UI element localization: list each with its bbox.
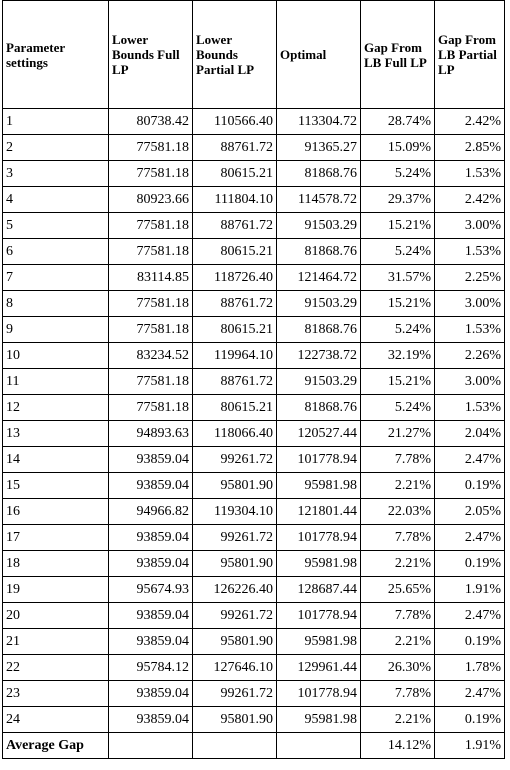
lb-full-lp-cell: 77581.18 bbox=[109, 239, 193, 265]
optimal-cell: 81868.76 bbox=[277, 395, 361, 421]
lb-full-lp-cell: 93859.04 bbox=[109, 551, 193, 577]
gap-full-lp-cell: 29.37% bbox=[361, 187, 435, 213]
lb-partial-lp-cell: 88761.72 bbox=[193, 135, 277, 161]
gap-full-lp-cell: 5.24% bbox=[361, 317, 435, 343]
optimal-cell: 128687.44 bbox=[277, 577, 361, 603]
optimal-cell: 91365.27 bbox=[277, 135, 361, 161]
header-optimal: Optimal bbox=[277, 1, 361, 109]
table-row bbox=[3, 109, 505, 135]
table-row bbox=[3, 473, 505, 499]
header-gap-full-lp: Gap From LB Full LP bbox=[361, 1, 435, 109]
gap-full-lp-cell: 31.57% bbox=[361, 265, 435, 291]
gap-partial-lp-cell: 0.19% bbox=[435, 473, 505, 499]
gap-full-lp-cell: 15.09% bbox=[361, 135, 435, 161]
table-row bbox=[3, 551, 505, 577]
gap-full-lp-cell: 28.74% bbox=[361, 109, 435, 135]
parameter-setting-cell: 16 bbox=[3, 499, 109, 525]
average-empty-cell bbox=[277, 733, 361, 759]
lb-full-lp-cell: 83234.52 bbox=[109, 343, 193, 369]
gap-full-lp-cell: 7.78% bbox=[361, 447, 435, 473]
parameter-setting-cell: 21 bbox=[3, 629, 109, 655]
lb-full-lp-cell: 93859.04 bbox=[109, 629, 193, 655]
gap-partial-lp-cell: 1.53% bbox=[435, 161, 505, 187]
lb-full-lp-cell: 77581.18 bbox=[109, 213, 193, 239]
table-row bbox=[3, 265, 505, 291]
table-row bbox=[3, 369, 505, 395]
gap-full-lp-cell: 5.24% bbox=[361, 395, 435, 421]
lb-full-lp-cell: 93859.04 bbox=[109, 707, 193, 733]
lb-full-lp-cell: 93859.04 bbox=[109, 681, 193, 707]
average-empty-cell bbox=[109, 733, 193, 759]
gap-full-lp-cell: 15.21% bbox=[361, 213, 435, 239]
lb-full-lp-cell: 77581.18 bbox=[109, 135, 193, 161]
optimal-cell: 129961.44 bbox=[277, 655, 361, 681]
lb-full-lp-cell: 80923.66 bbox=[109, 187, 193, 213]
gap-full-lp-cell: 2.21% bbox=[361, 551, 435, 577]
table-row bbox=[3, 499, 505, 525]
table-row bbox=[3, 629, 505, 655]
lb-full-lp-cell: 77581.18 bbox=[109, 291, 193, 317]
table-row bbox=[3, 239, 505, 265]
gap-partial-lp-cell: 0.19% bbox=[435, 551, 505, 577]
average-gap-label: Average Gap bbox=[3, 733, 109, 759]
gap-partial-lp-cell: 0.19% bbox=[435, 629, 505, 655]
lb-partial-lp-cell: 99261.72 bbox=[193, 603, 277, 629]
parameter-setting-cell: 9 bbox=[3, 317, 109, 343]
gap-partial-lp-cell: 2.05% bbox=[435, 499, 505, 525]
parameter-setting-cell: 22 bbox=[3, 655, 109, 681]
parameter-setting-cell: 18 bbox=[3, 551, 109, 577]
parameter-setting-cell: 24 bbox=[3, 707, 109, 733]
lb-partial-lp-cell: 88761.72 bbox=[193, 291, 277, 317]
header-gap-partial-lp: Gap From LB Partial LP bbox=[435, 1, 505, 109]
lb-full-lp-cell: 77581.18 bbox=[109, 395, 193, 421]
lb-full-lp-cell: 93859.04 bbox=[109, 473, 193, 499]
optimal-cell: 81868.76 bbox=[277, 161, 361, 187]
lb-partial-lp-cell: 95801.90 bbox=[193, 551, 277, 577]
optimal-cell: 122738.72 bbox=[277, 343, 361, 369]
parameter-setting-cell: 3 bbox=[3, 161, 109, 187]
optimal-cell: 95981.98 bbox=[277, 707, 361, 733]
gap-partial-lp-cell: 1.91% bbox=[435, 577, 505, 603]
optimal-cell: 120527.44 bbox=[277, 421, 361, 447]
table-row bbox=[3, 317, 505, 343]
parameter-setting-cell: 6 bbox=[3, 239, 109, 265]
parameter-setting-cell: 19 bbox=[3, 577, 109, 603]
lb-partial-lp-cell: 80615.21 bbox=[193, 395, 277, 421]
gap-partial-lp-cell: 1.78% bbox=[435, 655, 505, 681]
lb-full-lp-cell: 95674.93 bbox=[109, 577, 193, 603]
lb-full-lp-cell: 93859.04 bbox=[109, 525, 193, 551]
table-row bbox=[3, 447, 505, 473]
average-empty-cell bbox=[193, 733, 277, 759]
lb-full-lp-cell: 83114.85 bbox=[109, 265, 193, 291]
parameter-setting-cell: 7 bbox=[3, 265, 109, 291]
gap-partial-lp-cell: 2.42% bbox=[435, 187, 505, 213]
table-row bbox=[3, 187, 505, 213]
parameter-setting-cell: 11 bbox=[3, 369, 109, 395]
parameter-setting-cell: 12 bbox=[3, 395, 109, 421]
gap-partial-lp-cell: 2.25% bbox=[435, 265, 505, 291]
parameter-setting-cell: 2 bbox=[3, 135, 109, 161]
gap-partial-lp-cell: 2.26% bbox=[435, 343, 505, 369]
parameter-setting-cell: 4 bbox=[3, 187, 109, 213]
gap-partial-lp-cell: 2.85% bbox=[435, 135, 505, 161]
lb-full-lp-cell: 77581.18 bbox=[109, 369, 193, 395]
gap-full-lp-cell: 7.78% bbox=[361, 603, 435, 629]
lb-partial-lp-cell: 118066.40 bbox=[193, 421, 277, 447]
gap-partial-lp-cell: 2.47% bbox=[435, 603, 505, 629]
optimal-cell: 91503.29 bbox=[277, 291, 361, 317]
average-gap-partial-lp: 1.91% bbox=[435, 733, 505, 759]
parameter-setting-cell: 20 bbox=[3, 603, 109, 629]
table-body bbox=[3, 109, 505, 733]
optimal-cell: 95981.98 bbox=[277, 473, 361, 499]
gap-full-lp-cell: 15.21% bbox=[361, 291, 435, 317]
lb-partial-lp-cell: 88761.72 bbox=[193, 213, 277, 239]
lb-partial-lp-cell: 119964.10 bbox=[193, 343, 277, 369]
optimal-cell: 101778.94 bbox=[277, 447, 361, 473]
optimal-cell: 81868.76 bbox=[277, 317, 361, 343]
lb-full-lp-cell: 77581.18 bbox=[109, 317, 193, 343]
gap-partial-lp-cell: 2.04% bbox=[435, 421, 505, 447]
gap-full-lp-cell: 21.27% bbox=[361, 421, 435, 447]
optimal-cell: 91503.29 bbox=[277, 213, 361, 239]
lb-full-lp-cell: 95784.12 bbox=[109, 655, 193, 681]
parameter-setting-cell: 8 bbox=[3, 291, 109, 317]
gap-full-lp-cell: 2.21% bbox=[361, 473, 435, 499]
gap-full-lp-cell: 26.30% bbox=[361, 655, 435, 681]
table-row bbox=[3, 291, 505, 317]
optimal-cell: 121464.72 bbox=[277, 265, 361, 291]
gap-full-lp-cell: 2.21% bbox=[361, 707, 435, 733]
gap-partial-lp-cell: 3.00% bbox=[435, 369, 505, 395]
lb-full-lp-cell: 77581.18 bbox=[109, 161, 193, 187]
lb-partial-lp-cell: 95801.90 bbox=[193, 707, 277, 733]
parameter-setting-cell: 5 bbox=[3, 213, 109, 239]
parameter-setting-cell: 10 bbox=[3, 343, 109, 369]
table-row bbox=[3, 213, 505, 239]
lb-partial-lp-cell: 80615.21 bbox=[193, 317, 277, 343]
gap-full-lp-cell: 5.24% bbox=[361, 161, 435, 187]
gap-full-lp-cell: 2.21% bbox=[361, 629, 435, 655]
lb-full-lp-cell: 80738.42 bbox=[109, 109, 193, 135]
gap-partial-lp-cell: 3.00% bbox=[435, 291, 505, 317]
table-row bbox=[3, 577, 505, 603]
header-lower-bounds-partial-lp: Lower Bounds Partial LP bbox=[193, 1, 277, 109]
gap-full-lp-cell: 25.65% bbox=[361, 577, 435, 603]
table-row bbox=[3, 421, 505, 447]
lb-partial-lp-cell: 95801.90 bbox=[193, 473, 277, 499]
parameter-setting-cell: 17 bbox=[3, 525, 109, 551]
optimal-cell: 95981.98 bbox=[277, 629, 361, 655]
gap-partial-lp-cell: 1.53% bbox=[435, 239, 505, 265]
gap-full-lp-cell: 5.24% bbox=[361, 239, 435, 265]
gap-partial-lp-cell: 1.53% bbox=[435, 317, 505, 343]
average-gap-row bbox=[3, 733, 505, 759]
parameter-setting-cell: 1 bbox=[3, 109, 109, 135]
lb-partial-lp-cell: 95801.90 bbox=[193, 629, 277, 655]
lb-full-lp-cell: 93859.04 bbox=[109, 603, 193, 629]
lb-partial-lp-cell: 111804.10 bbox=[193, 187, 277, 213]
optimal-cell: 121801.44 bbox=[277, 499, 361, 525]
table-row bbox=[3, 681, 505, 707]
optimal-cell: 101778.94 bbox=[277, 525, 361, 551]
parameter-setting-cell: 13 bbox=[3, 421, 109, 447]
lb-partial-lp-cell: 99261.72 bbox=[193, 447, 277, 473]
gap-partial-lp-cell: 3.00% bbox=[435, 213, 505, 239]
lb-partial-lp-cell: 99261.72 bbox=[193, 525, 277, 551]
optimal-cell: 101778.94 bbox=[277, 681, 361, 707]
table-row bbox=[3, 135, 505, 161]
optimal-cell: 81868.76 bbox=[277, 239, 361, 265]
results-table bbox=[2, 0, 505, 759]
lb-partial-lp-cell: 110566.40 bbox=[193, 109, 277, 135]
lb-partial-lp-cell: 80615.21 bbox=[193, 161, 277, 187]
header-lower-bounds-full-lp: Lower Bounds Full LP bbox=[109, 1, 193, 109]
gap-full-lp-cell: 32.19% bbox=[361, 343, 435, 369]
optimal-cell: 114578.72 bbox=[277, 187, 361, 213]
table-row bbox=[3, 395, 505, 421]
lb-partial-lp-cell: 88761.72 bbox=[193, 369, 277, 395]
lb-full-lp-cell: 93859.04 bbox=[109, 447, 193, 473]
optimal-cell: 91503.29 bbox=[277, 369, 361, 395]
gap-full-lp-cell: 22.03% bbox=[361, 499, 435, 525]
optimal-cell: 101778.94 bbox=[277, 603, 361, 629]
table-row bbox=[3, 343, 505, 369]
lb-partial-lp-cell: 127646.10 bbox=[193, 655, 277, 681]
table-row bbox=[3, 525, 505, 551]
parameter-setting-cell: 15 bbox=[3, 473, 109, 499]
lb-partial-lp-cell: 126226.40 bbox=[193, 577, 277, 603]
gap-partial-lp-cell: 2.47% bbox=[435, 447, 505, 473]
gap-partial-lp-cell: 1.53% bbox=[435, 395, 505, 421]
lb-full-lp-cell: 94966.82 bbox=[109, 499, 193, 525]
gap-partial-lp-cell: 0.19% bbox=[435, 707, 505, 733]
average-gap-full-lp: 14.12% bbox=[361, 733, 435, 759]
table-row bbox=[3, 707, 505, 733]
header-parameter-settings: Parameter settings bbox=[3, 1, 109, 109]
lb-full-lp-cell: 94893.63 bbox=[109, 421, 193, 447]
gap-full-lp-cell: 15.21% bbox=[361, 369, 435, 395]
lb-partial-lp-cell: 118726.40 bbox=[193, 265, 277, 291]
table-row bbox=[3, 603, 505, 629]
gap-full-lp-cell: 7.78% bbox=[361, 681, 435, 707]
lb-partial-lp-cell: 99261.72 bbox=[193, 681, 277, 707]
table-row bbox=[3, 655, 505, 681]
lb-partial-lp-cell: 119304.10 bbox=[193, 499, 277, 525]
table-row bbox=[3, 161, 505, 187]
lb-partial-lp-cell: 80615.21 bbox=[193, 239, 277, 265]
gap-partial-lp-cell: 2.47% bbox=[435, 525, 505, 551]
optimal-cell: 113304.72 bbox=[277, 109, 361, 135]
gap-partial-lp-cell: 2.47% bbox=[435, 681, 505, 707]
gap-full-lp-cell: 7.78% bbox=[361, 525, 435, 551]
optimal-cell: 95981.98 bbox=[277, 551, 361, 577]
gap-partial-lp-cell: 2.42% bbox=[435, 109, 505, 135]
parameter-setting-cell: 14 bbox=[3, 447, 109, 473]
parameter-setting-cell: 23 bbox=[3, 681, 109, 707]
header-row bbox=[3, 1, 505, 109]
